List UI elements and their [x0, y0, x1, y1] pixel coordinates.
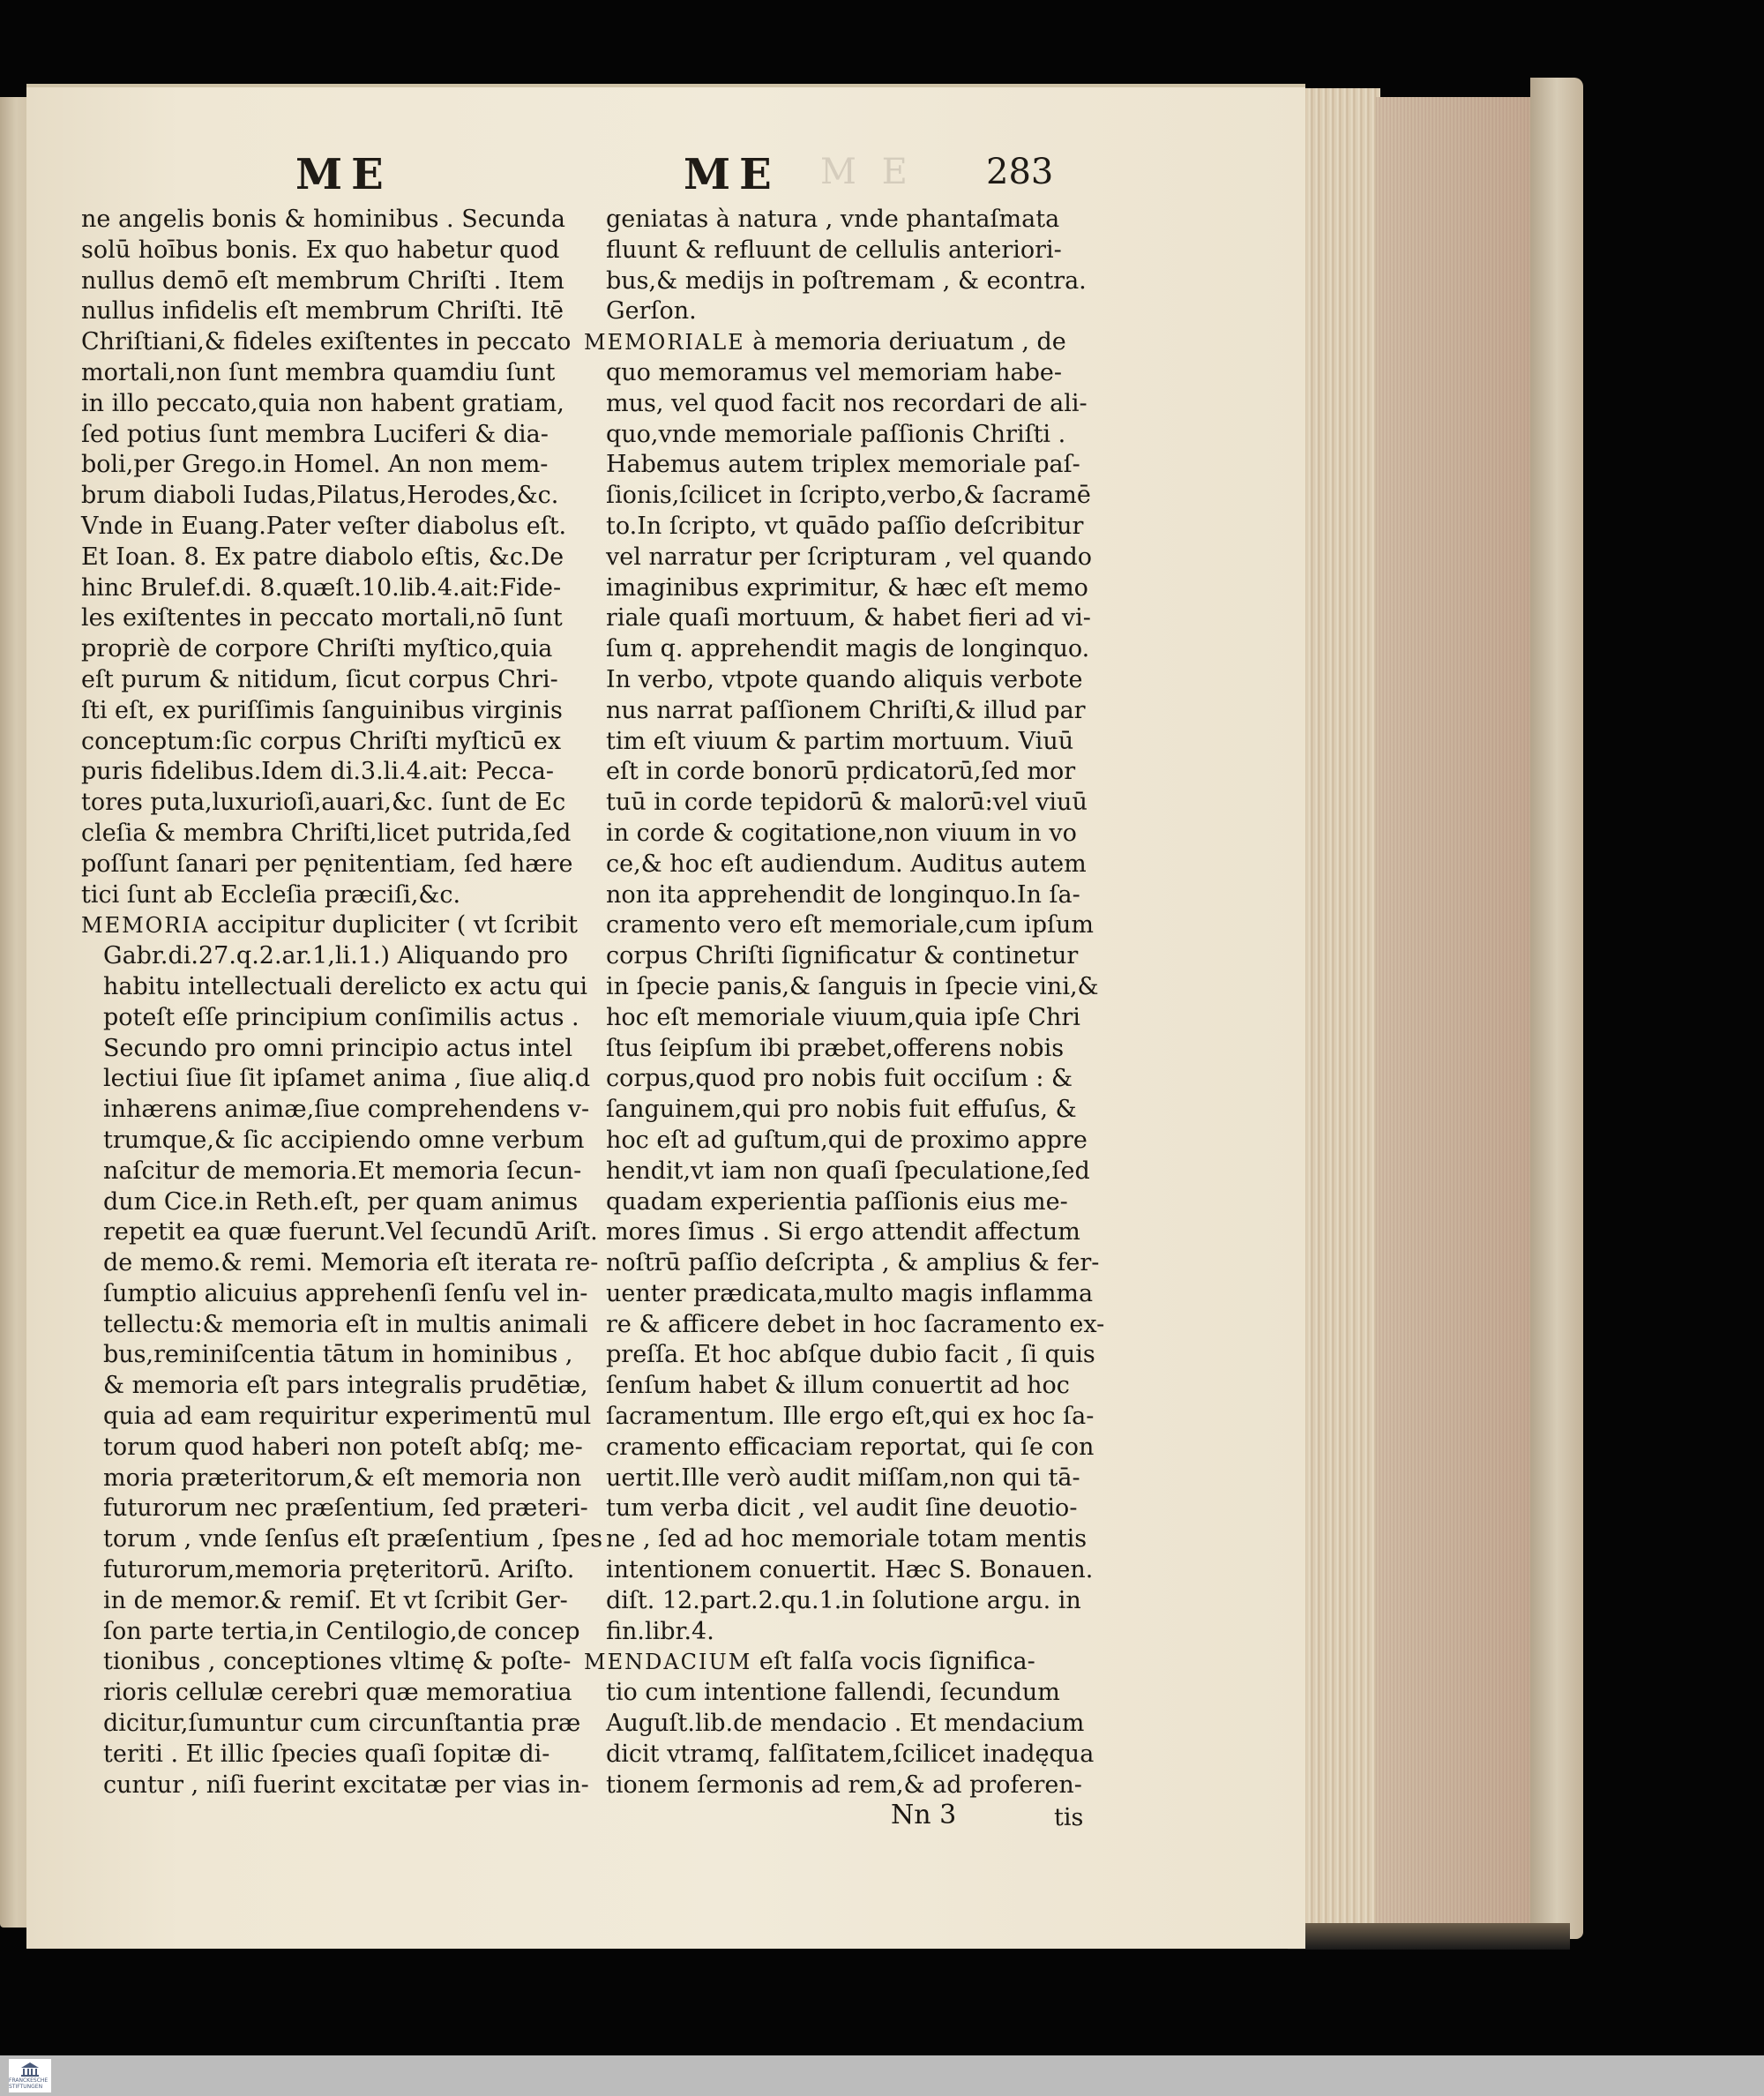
- catchword: tis: [1054, 1804, 1084, 1831]
- text-line: fluunt & refluunt de cellulis anteriori-: [606, 236, 1062, 264]
- text-line: mus, vel quod facit nos recordari de ali-: [606, 389, 1088, 417]
- text-line: eſt purum & nitidum, ſicut corpus Chri-: [81, 665, 558, 693]
- text-line: quadam experientia paſſionis eius me-: [606, 1187, 1068, 1216]
- text-line: ſumptio alicuius apprehenſi ſenſu vel in-: [103, 1279, 588, 1307]
- text-line: ne , ſed ad hoc memoriale totam mentis: [606, 1525, 1088, 1553]
- text-line: fin.libr.4.: [606, 1617, 714, 1645]
- text-line: eſt in corde bonorū pṛdicatorū,ſed mor: [606, 758, 1076, 786]
- text-line: ſanguinem,qui pro nobis fuit effuſus, &: [606, 1096, 1077, 1124]
- text-line: ſti eſt, ex puriſſimis ſanguinibus virginis: [81, 696, 563, 724]
- text-line: Habemus autem triplex memoriale paſ-: [606, 451, 1080, 479]
- text-line: rioris cellulæ cerebri quæ memoratiua: [103, 1679, 572, 1707]
- text-line: ſacramentum. Ille ergo eſt,qui ex hoc ſa-: [606, 1403, 1095, 1431]
- text-line: cuntur , niſi fuerint excitatæ per vias in-: [103, 1770, 589, 1799]
- book-cover-board: [1530, 78, 1583, 1939]
- text-line: dicitur,ſumuntur cum circunſtantia præ: [103, 1710, 581, 1738]
- text-line: inhærens animæ,ſiue comprehendens v-: [103, 1096, 590, 1124]
- text-line: Secundo pro omni principio actus intel: [103, 1034, 573, 1062]
- text-line: corpus,quod pro nobis fuit occiſum : &: [606, 1065, 1073, 1093]
- text-line: Auguſt.lib.de mendacio . Et mendacium: [606, 1710, 1085, 1738]
- text-line: moria præteritorum,& eſt memoria non: [103, 1463, 582, 1492]
- text-line: futurorum,memoria pręteritorū. Ariſto.: [103, 1556, 575, 1584]
- text-line: tici ſunt ab Eccleſia præciſi,&c.: [81, 880, 461, 909]
- text-line: tuū in corde tepidorū & malorū:vel viuū: [606, 789, 1088, 817]
- text-line: riale quaſi mortuum, & habet fieri ad vi-: [606, 604, 1091, 633]
- running-header-left: ME: [295, 150, 392, 199]
- text-line: quia ad eam requiritur experimentū mul: [103, 1403, 592, 1431]
- text-line: & memoria eſt pars integralis prudētiæ,: [103, 1372, 588, 1400]
- text-line: hendit,vt iam non quaſi ſpeculatione,ſed: [606, 1157, 1090, 1185]
- text-line: mortali,non ſunt membra quamdiu ſunt: [81, 358, 556, 386]
- text-line: les exiſtentes in peccato mortali,nō ſunt: [81, 604, 563, 633]
- text-line: to.In ſcripto, vt quādo paſſio deſcribitur: [606, 512, 1084, 540]
- text-line: geniatas à natura , vnde phantaſmata: [606, 206, 1060, 233]
- text-line: poteſt eſſe principium conſimilis actus .: [103, 1003, 579, 1031]
- text-line: hoc eſt ad guſtum,qui de proximo appre: [606, 1126, 1088, 1154]
- text-line: torum , vnde ſenſus eſt præſentium , ſpes: [103, 1525, 603, 1553]
- text-line: ſenſum habet & illum conuertit ad hoc: [606, 1372, 1070, 1400]
- text-line: nullus infidelis eſt membrum Chriſti. Itē: [81, 297, 564, 326]
- library-logo-text: FRANCKESCHE STIFTUNGEN: [9, 2077, 49, 2090]
- viewer-bottom-bar: [0, 2055, 1764, 2096]
- text-line: noſtrū paſſio deſcripta , & amplius & fer-: [606, 1249, 1100, 1277]
- text-line: quo,vnde memoriale paſſionis Chriſti .: [606, 420, 1066, 448]
- running-header-right: ME: [684, 150, 781, 199]
- text-line: in de memor.& remiſ. Et vt ſcribit Ger-: [103, 1586, 568, 1614]
- right-text-column: [584, 205, 1122, 1800]
- text-line: bus,reminiſcentia tātum in hominibus ,: [103, 1341, 573, 1369]
- text-line: Et Ioan. 8. Ex patre diabolo eſtis, &c.De: [81, 543, 564, 571]
- text-line: hinc Brulef.di. 8.quæſt.10.lib.4.ait:Fide-: [81, 573, 562, 602]
- text-line: tionem ſermonis ad rem,& ad proferen-: [606, 1770, 1082, 1799]
- text-line: futurorum nec præſentium, ſed præteri-: [103, 1494, 588, 1523]
- text-line: naſcitur de memoria.Et memoria ſecun-: [103, 1157, 582, 1185]
- text-line: tio cum intentione fallendi, ſecundum: [606, 1679, 1060, 1707]
- text-line: in illo peccato,quia non habent gratiam,: [81, 389, 564, 417]
- text-line: tores puta,luxurioſi,auari,&c. ſunt de Ec: [81, 789, 566, 817]
- library-building-icon: [20, 2062, 40, 2077]
- text-line: ſum q. apprehendit magis de longinquo.: [606, 635, 1090, 663]
- text-line: tim eſt viuum & partim mortuum. Viuū: [606, 727, 1074, 755]
- text-line: non ita apprehendit de longinquo.In ſa-: [606, 880, 1080, 909]
- text-line: imaginibus exprimitur, & hæc eſt memo: [606, 573, 1088, 602]
- text-line: cleſia & membra Chriſti,licet putrida,ſed: [81, 819, 572, 847]
- text-line: tionibus , conceptiones vltimę & poſte-: [103, 1648, 572, 1676]
- text-line: repetit ea quæ fuerunt.Vel ſecundū Ariſt.: [103, 1218, 598, 1246]
- text-line: ne angelis bonis & hominibus . Secunda: [81, 206, 565, 233]
- text-line: dum Cice.in Reth.eſt, per quam animus: [103, 1187, 579, 1216]
- left-text-column: [81, 205, 603, 1800]
- signature-mark: Nn 3: [891, 1800, 957, 1830]
- library-logo[interactable]: [9, 2059, 51, 2092]
- entry-lemma: MENDACIUM: [584, 1650, 752, 1675]
- text-line: puris fidelibus.Idem di.3.li.4.ait: Pecca-: [81, 758, 554, 786]
- text-line: uenter prædicata,multo magis inflamma: [606, 1279, 1094, 1307]
- text-line: habitu intellectuali derelicto ex actu qui: [103, 972, 588, 1000]
- text-line: de memo.& remi. Memoria eſt iterata re-: [103, 1249, 599, 1277]
- text-line: Vnde in Euang.Pater veſter diabolus eſt.: [81, 512, 567, 540]
- text-line: re & afficere debet in hoc ſacramento ex-: [606, 1310, 1105, 1338]
- text-line: ſon parte tertia,in Centilogio,de concep: [103, 1617, 580, 1645]
- text-line: cramento vero eſt memoriale,cum ipſum: [606, 911, 1095, 939]
- show-through-header: M E: [820, 152, 915, 192]
- text-line: corpus Chriſti ſignificatur & continetur: [606, 942, 1079, 970]
- entry-text: accipitur dupliciter ( vt ſcribit: [209, 911, 578, 939]
- text-line: Gabr.di.27.q.2.ar.1,li.1.) Aliquando pro: [103, 942, 569, 970]
- text-line: in ſpecie panis,& ſanguis in ſpecie vini,&: [606, 972, 1099, 1000]
- entry-text: à memoria deriuatum , de: [744, 328, 1066, 356]
- text-line: poſſunt ſanari per pęnitentiam, ſed hære: [81, 850, 573, 878]
- text-line: Chriſtiani,& fideles exiſtentes in peccato: [81, 328, 572, 356]
- text-block-edges: [1376, 97, 1535, 1941]
- text-line: in corde & cogitatione,non viuum in vo: [606, 819, 1077, 847]
- text-line: conceptum:ſic corpus Chriſti myſticū ex: [81, 727, 562, 755]
- page-foot-shadow: [1288, 1923, 1570, 1950]
- text-line: propriè de corpore Chriſti myſtico,quia: [81, 635, 553, 663]
- text-line: nullus demō eſt membrum Chriſti . Item: [81, 266, 564, 295]
- text-line: tellectu:& memoria eſt in multis animali: [103, 1310, 588, 1338]
- text-line: lectiui ſiue ſit ipſamet anima , ſiue aliq.d: [103, 1065, 591, 1093]
- entry-first-line: [584, 327, 1122, 358]
- text-line: bus,& medijs in poſtremam , & econtra.: [606, 266, 1087, 295]
- text-line: tum verba dicit , vel audit ſine deuotio-: [606, 1494, 1078, 1523]
- text-line: intentionem conuertit. Hæc S. Bonauen.: [606, 1556, 1094, 1584]
- text-line: uertit.Ille verò audit miſſam,non qui tā-: [606, 1463, 1080, 1492]
- text-line: cramento efficaciam reportat, qui ſe con: [606, 1433, 1095, 1461]
- text-line: Gerſon.: [606, 297, 697, 326]
- page-number: 283: [986, 152, 1054, 192]
- text-line: ſed potius ſunt membra Luciferi & dia-: [81, 420, 549, 448]
- text-line: dicit vtramq, falſitatem,ſcilicet inadęqua: [606, 1740, 1095, 1768]
- text-line: quo memoramus vel memoriam habe-: [606, 358, 1062, 386]
- text-line: vel narratur per ſcripturam , vel quando: [606, 543, 1093, 571]
- text-line: In verbo, vtpote quando aliquis verbote: [606, 665, 1083, 693]
- text-line: hoc eſt memoriale viuum,quia ipſe Chri: [606, 1003, 1080, 1031]
- text-line: teriti . Et illic ſpecies quaſi ſopitæ di-: [103, 1740, 550, 1768]
- text-line: ſtus ſeipſum ibi præbet,offerens nobis: [606, 1034, 1065, 1062]
- text-line: mores ſimus . Si ergo attendit affectum: [606, 1218, 1080, 1246]
- text-line: preſſa. Et hoc abſque dubio facit , ſi quis: [606, 1341, 1095, 1369]
- entry-lemma: MEMORIALE: [584, 330, 745, 356]
- text-line: nus narrat paſſionem Chriſti,& illud par: [606, 696, 1086, 724]
- text-line: ſionis,ſcilicet in ſcripto,verbo,& ſacramē: [606, 482, 1091, 510]
- entry-lemma: MEMORIA: [81, 913, 210, 939]
- entry-first-line: [584, 1647, 1122, 1678]
- text-line: torum quod haberi non poteſt abſq; me-: [103, 1433, 583, 1461]
- entry-first-line: [81, 910, 578, 941]
- text-line: trumque,& ſic accipiendo omne verbum: [103, 1126, 585, 1154]
- entry-text: eſt falſa vocis ſignifica-: [751, 1648, 1035, 1676]
- text-line: boli,per Grego.in Homel. An non mem-: [81, 451, 549, 479]
- text-line: diſt. 12.part.2.qu.1.in ſolutione argu. in: [606, 1586, 1081, 1614]
- text-line: ce,& hoc eſt audiendum. Auditus autem: [606, 850, 1087, 878]
- text-line: brum diaboli Iudas,Pilatus,Herodes,&c.: [81, 482, 559, 510]
- text-line: solū hoībus bonis. Ex quo habetur quod: [81, 236, 560, 264]
